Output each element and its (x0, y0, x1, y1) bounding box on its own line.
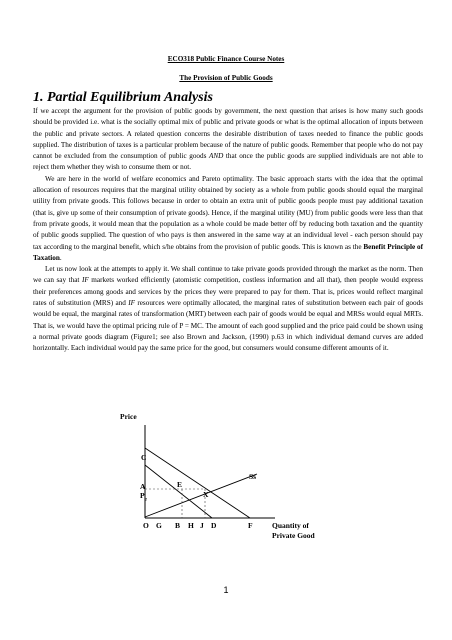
point-x-label: X (203, 490, 209, 499)
paragraph-text: We are here in the world of welfare economics and Pareto optimality. The basic approach starts with the idea that the optimal allocation of resources requires that the marginal utility obtained by society as a whole from public goods should equal the marginal utility from private goods. This follows because in order to obtain an extra unit of public goods people must pay additional taxation (that is, give up some of their consumption of private goods). Hence, if the marginal utility (MU) from public goods were less than that from private goods, it would mean that the population as a whole could be made better off by reducing both taxation and the quantity of public goods supplied. The question of who pays is then answered in the same way at an individual level - each person should pay tax according to the marginal benefit, which s/he obtains from the provision of public goods. This is known as the (33, 174, 423, 251)
point-e-label: E (177, 480, 183, 489)
x-axis-label-line1: Quantity of (272, 521, 309, 530)
document-subtitle: The Provision of Public Goods (179, 74, 273, 82)
axis-label-d: D (211, 521, 217, 530)
price-pe-subscript: e (144, 497, 147, 503)
point-c-label: C (141, 453, 147, 462)
curve-ss-label: Ss (249, 472, 257, 481)
paragraph-text: Let us now look at the attempts to apply it. We shall continue to take private goods provided through the market as the norm. Then we can say that (33, 265, 423, 285)
italic-emphasis: IF (128, 299, 135, 308)
axis-label-g: G (156, 521, 162, 530)
paragraph-text: that once the public goods are supplied individuals are not able to reject them whether they wish to consume them or not. (33, 152, 423, 172)
price-pe-label (140, 491, 147, 503)
bold-term: Benefit Principle of Taxation (33, 242, 424, 262)
paragraph-text: markets worked efficiently (atomistic competition, costless information and all that), then people would express their preferences among goods and services by the prices they were prepared to pay for them. That is, prices would reflect marginal rates of substitution (MRS) and (33, 276, 424, 308)
point-a-label: A (140, 482, 146, 491)
axis-label-b: B (175, 521, 181, 530)
italic-emphasis: IF (81, 276, 89, 285)
paragraph-text: If we accept the argument for the provision of public goods by government, the next question that arises is how many such goods should be provided i.e. what is the socially optimal mix of public and private goods or what is the optimal allocation of inputs between the public and private sectors. A related question concerns the desirable distribution of taxes needed to finance the public goods supplied. The distribution of taxes is a particular problem because of the nature of public goods. Remember that people who do not pay cannot be excluded from the consumption of public goods (33, 107, 423, 161)
section-number: 1. (33, 90, 44, 105)
axis-label-f: F (248, 521, 253, 530)
italic-emphasis: AND (208, 152, 224, 161)
paragraph-text: . (59, 253, 62, 262)
section-title: Partial Equilibrium Analysis (47, 90, 213, 105)
supply-curve-ss (145, 474, 257, 517)
course-title: ECO318 Public Finance Course Notes (167, 55, 285, 63)
paragraph-text: resources were optimally allocated, the marginal rates of substitution between each pair of goods would be equal, the marginal rates of transformation (MRT) between each pair of goods would be equal and MRSs would equal MRTs. That is, we would have the optimal pricing rule of P = MC. The amount of each good supplied and the price paid could be shown using a normal private goods diagram (Figure1; see also Brown and Jackson, (1990) p.63 in which individual demand curves are added horizontally. Each individual would pay the same price for the good, but consumers would consume different amounts of it. (33, 299, 424, 353)
axis-label-j: J (200, 521, 204, 530)
price-pe-letter: P (140, 491, 145, 500)
page-number: 1 (223, 585, 229, 595)
axis-label-o: O (143, 521, 149, 530)
y-axis-label: Price (120, 412, 137, 421)
axis-label-h: H (188, 521, 194, 530)
x-axis-label-line2: Private Good (272, 531, 315, 540)
demand-line-A (145, 465, 212, 518)
